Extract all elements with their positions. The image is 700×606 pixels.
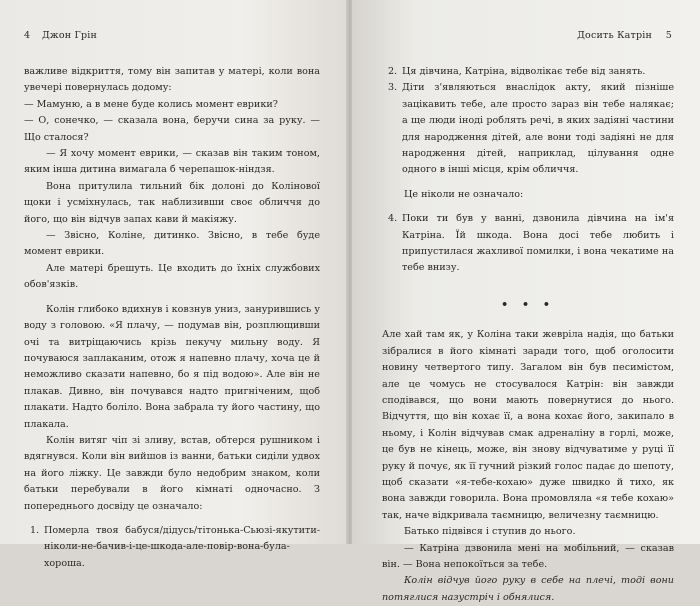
paragraph: Колін глибоко вдихнув і ковзнув униз, занурившись у воду з головою. «Я плачу, — подумав він, розплющивши очі та витріщаючись крізь пекучу мильну воду. Я почуваюся заплаканим, отож я напевно плачу, хоча це й неможливо сказати напевно, бо я під водою». Але він не плакав. Дивно, він почувався надто пригніченим, щоб плакати. Надто боліло. Вона забрала ту його частину, що плакала. (24, 303, 320, 430)
page-number: 4 (24, 30, 31, 41)
list-text: Діти з'являються внаслідок акту, який пізніше зацікавить тебе, але просто зараз він тебе налякає; а ще люди іноді роблять речі, в яких задіяні частини для народження дітей, але вони тоді задіяні не для народження дітей, наприклад, цілування одне одного в інші місця, крім обличчя. (402, 82, 674, 176)
list-item (24, 523, 320, 572)
paragraph: — О, сонечко, — сказала вона, беручи сина за руку. — Що сталося? (24, 115, 320, 143)
running-head-author: Джон Грін (42, 30, 98, 41)
paragraph: — Я хочу момент еврики, — сказав він таким тоном, яким інша дитина вимагала б черепашок-ніндзя. (24, 148, 320, 176)
list-number: 4. (388, 213, 398, 225)
paragraph: — Звісно, Коліне, дитинко. Звісно, в тебе буде момент еврики. (24, 230, 320, 258)
paragraph: Але матері брешуть. Це входить до їхніх службових обов'язків. (24, 262, 320, 291)
list-item (382, 211, 674, 277)
paragraph: Вона притулила тильний бік долоні до Колінової щоки і усміхнулась, так наблизивши своє обличчя до його, що він відчув запах кави й макіяжу. (24, 180, 320, 225)
list-number: 2. (388, 66, 398, 77)
list-text: Ця дівчина, Катріна, відволікає тебе від занять. (402, 66, 646, 77)
section-separator: • • • (501, 297, 555, 311)
list-item (382, 80, 674, 178)
left-body-text (24, 64, 320, 572)
list-text: Померла твоя бабуся/дідусь/тітонька-Сьюзі-якутити-ніколи-не-бачив-і-це-шкода-але-повір-вона-була-хороша. (44, 524, 320, 569)
paragraph: Колін відчув його руку в себе на плечі, тоді вони потяглися назустріч і обнялися. (382, 575, 674, 603)
list-text: Поки ти був у ванні, дзвонила дівчина на ім'я Катріна. Їй шкода. Вона досі тебе любить і припустилася жахливої помилки, і вона чекатиме на тебе внизу. (402, 213, 674, 274)
paragraph: Батько підвівся і ступив до нього. (404, 526, 576, 538)
left-page (0, 0, 348, 569)
right-body-text (382, 64, 674, 606)
right-page (352, 0, 700, 603)
paragraph: — Мамуню, а в мене буде колись момент еврики? (24, 98, 278, 110)
running-head-title: Досить Катрін (577, 30, 652, 41)
left-header (24, 30, 320, 50)
paragraph: важливе відкриття, тому він запитав у матері, коли вона увечері повернулась додому: (24, 66, 320, 94)
paragraph: Це ніколи не означало: (404, 188, 524, 200)
list-number: 3. (388, 82, 398, 94)
paragraph: — Катріна дзвонила мені на мобільний, — сказав він. — Вона непокоїться за тебе. (382, 542, 674, 570)
page-number: 5 (665, 30, 672, 41)
paragraph: Колін витяг чіп зі зливу, встав, обтерся рушником і вдягнувся. Коли він вийшов із ванни, батьки сиділи удвох на його ліжку. Це завжди було недобрим знаком, коли батьки перебували в його кімнаті одночасно. З попереднього досвіду це означало: (24, 434, 320, 512)
list-number: 1. (30, 524, 40, 536)
right-header (382, 30, 674, 50)
list-item (382, 64, 674, 80)
paragraph: Але хай там як, у Коліна таки жевріла надія, що батьки зібралися в його кімнаті заради того, щоб оголосити новину четвертого типу. Загалом він був песимістом, але це чомусь не стосувалося Катрін: він завжди сподівався, що вони мають повернутися до нього. Відчуття, що він кохає її, а вона кохає його, закипало в ньому, і Колін відчував смак адреналіну в горлі, може, це був не кінець, може, він знову відчуватиме у руці її руку й почує, як її гучний різкий голос падає до шепоту, щоб сказати «я-тебе-кохаю» дуже швидко й тихо, як вона завжди говорила. Вона промовляла «я тебе кохаю» так, наче відкривала таємницю, величезну таємницю. (382, 329, 674, 521)
